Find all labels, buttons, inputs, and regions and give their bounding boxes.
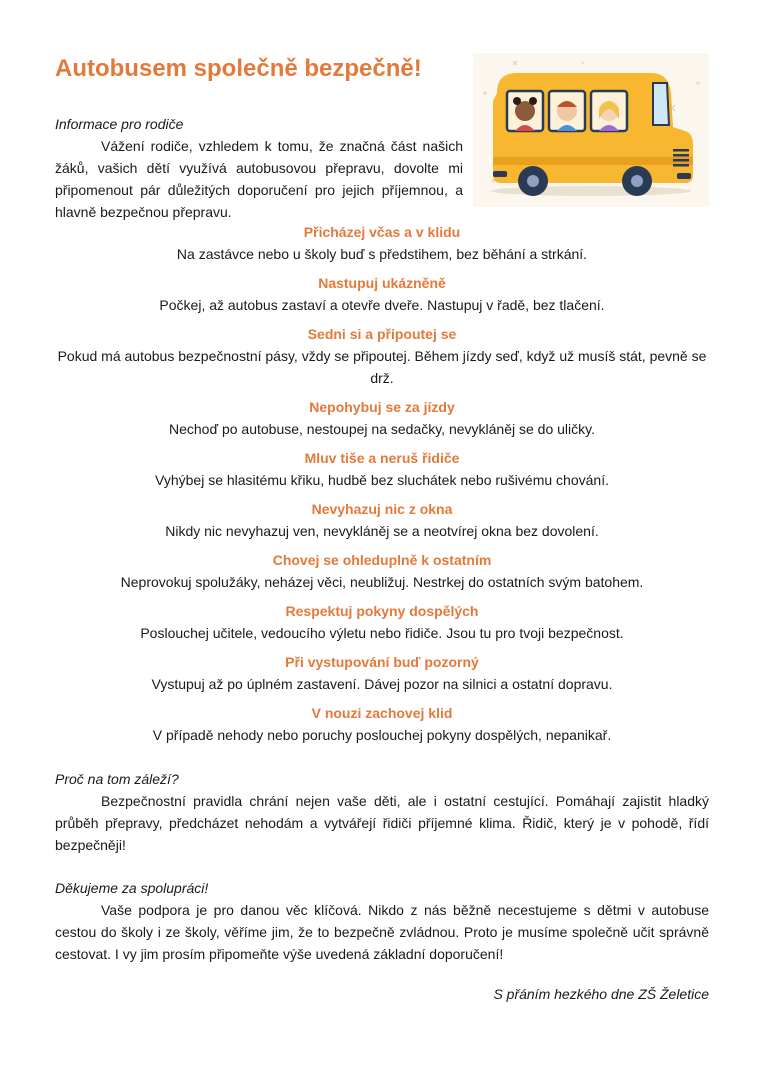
rule-title: Mluv tiše a neruš řidiče <box>304 450 460 466</box>
rule-text: Pokud má autobus bezpečnostní pásy, vždy se připoutej. Během jízdy seď, když už musíš stát, pevně se drž. <box>57 348 707 386</box>
rule-item <box>55 323 709 389</box>
rule-item <box>55 396 709 440</box>
rule-title: Nepohybuj se za jízdy <box>309 399 455 415</box>
signature: S přáním hezkého dne ZŠ Želetice <box>493 986 709 1002</box>
rule-item <box>55 702 709 746</box>
rule-item <box>55 447 709 491</box>
rule-text: V případě nehody nebo poruchy poslouchej pokyny dospělých, nepanikař. <box>152 727 612 743</box>
rule-text: Nechoď po autobuse, nestoupej na sedačky, nevykláněj se do uličky. <box>168 421 595 437</box>
why-section <box>55 768 709 856</box>
rule-title: Nevyhazuj nic z okna <box>311 501 453 517</box>
intro-subhead: Informace pro rodiče <box>55 116 184 132</box>
rule-item <box>55 272 709 316</box>
rule-title: Sedni si a připoutej se <box>307 326 457 342</box>
why-subhead: Proč na tom záleží? <box>55 771 179 787</box>
rule-title: Nastupuj ukázněně <box>318 275 446 291</box>
thanks-paragraph: Vaše podpora je pro danou věc klíčová. Nikdo z nás běžně necestujeme s dětmi v autobuse cestou do školy i ze školy, věříme jim, že to bezpečně zvládnou. Proto je musíme společně učit správně cestovat. I vy jim prosím připomeňte výše uvedená základní doporučení! <box>55 902 709 962</box>
rule-text: Vyhýbej se hlasitému křiku, hudbě bez sluchátek nebo rušivému chování. <box>155 472 609 488</box>
rule-item <box>55 549 709 593</box>
rule-item <box>55 600 709 644</box>
intro-section <box>55 113 709 223</box>
thanks-section <box>55 877 709 965</box>
why-paragraph: Bezpečnostní pravidla chrání nejen vaše děti, ale i ostatní cestující. Pomáhají zajistit hladký průběh přepravy, předcházet nehodám a vytvářejí řidiči příjemné klima. Řidič, který je v pohodě, řídí bezpečněji! <box>55 793 709 853</box>
rule-text: Poslouchej učitele, vedoucího výletu nebo řidiče. Jsou tu pro tvoji bezpečnost. <box>140 625 624 641</box>
rule-title: V nouzi zachovej klid <box>311 705 453 721</box>
rule-title: Při vystupování buď pozorný <box>285 654 479 670</box>
rule-text: Nikdy nic nevyhazuj ven, nevykláněj se a neotvírej okna bez dovolení. <box>165 523 599 539</box>
rule-item <box>55 221 709 265</box>
rule-item <box>55 651 709 695</box>
intro-paragraph: Vážení rodiče, vzhledem k tomu, že značná část našich žáků, vašich dětí využívá autobusovou přepravu, dovolte mi připomenout pár důležitých doporučení pro jejich příjemnou, a hlavně bezpečnou přepravu. <box>55 138 463 220</box>
rule-text: Vystupuj až po úplném zastavení. Dávej pozor na silnici a ostatní dopravu. <box>151 676 613 692</box>
rule-text: Počkej, až autobus zastaví a otevře dveře. Nastupuj v řadě, bez tlačení. <box>159 297 605 313</box>
thanks-subhead: Děkujeme za spolupráci! <box>55 880 209 896</box>
rule-title: Chovej se ohleduplně k ostatním <box>272 552 492 568</box>
rule-text: Neprovokuj spolužáky, neházej věci, neubližuj. Nestrkej do ostatních svým batohem. <box>120 574 644 590</box>
rule-title: Respektuj pokyny dospělých <box>285 603 479 619</box>
rule-text: Na zastávce nebo u školy buď s předstihem, bez běhání a strkání. <box>176 246 588 262</box>
page-title: Autobusem společně bezpečně! <box>55 55 422 82</box>
rule-title: Přicházej včas a v klidu <box>303 224 461 240</box>
rules-list <box>55 221 709 753</box>
rule-item <box>55 498 709 542</box>
